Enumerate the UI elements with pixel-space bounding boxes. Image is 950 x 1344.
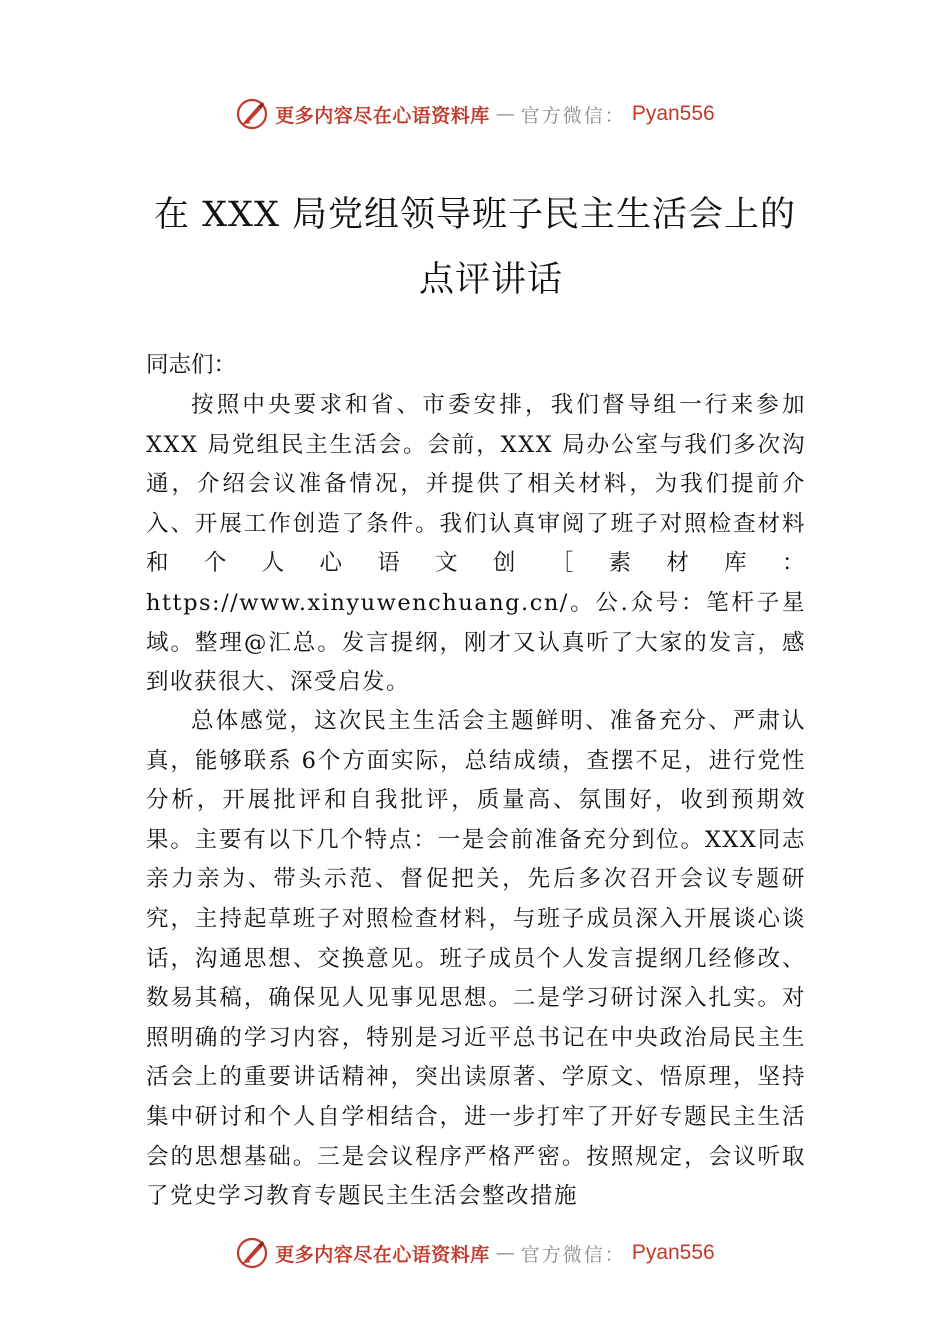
watermark-wechat-label: 官方微信：: [520, 104, 626, 127]
watermark-brand-text: 更多内容尽在心语资料库: [275, 1243, 490, 1266]
salutation: 同志们：: [146, 352, 237, 378]
watermark-wechat-id: Pyan556: [631, 1241, 715, 1264]
footer-watermark: [0, 1233, 950, 1273]
body-paragraph-2: 总体感觉，这次民主生活会主题鲜明、准备充分、严肃认真，能够联系 6个方面实际，总结成绩，查摆不足，进行党性分析，开展批评和自我批评，质量高、氛围好，收到预期效果。主要有以下几个特点：一是会前准备充分到位。XXX同志亲力亲为、带头示范、督促把关，先后多次召开会议专题研究，主持起草班子对照检查材料，与班子成员深入开展谈心谈话，沟通思想、交换意见。班子成员个人发言提纲几经修改、数易其稿，确保见人见事见思想。二是学习研讨深入扎实。对照明确的学习内容，特别是习近平总书记在中央政治局民主生活会上的重要讲话精神，突出读原著、学原文、悟原理，坚持集中研讨和个人自学相结合，进一步打牢了开好专题民主生活会的思想基础。三是会议程序严格严密。按照规定，会议听取了党史学习教育专题民主生活会整改措施: [146, 708, 806, 1210]
watermark-dash: —: [495, 1242, 515, 1264]
watermark-wechat-label: 官方微信：: [520, 1243, 626, 1266]
document-title-line-2: 点评讲话: [418, 260, 563, 300]
quill-logo-icon: [235, 97, 269, 131]
document-title-line-1: 在 XXX 局党组领导班子民主生活会上的: [153, 195, 796, 235]
header-watermark: [0, 94, 950, 134]
quill-logo-icon: [235, 1236, 269, 1270]
watermark-dash: —: [495, 103, 515, 125]
body-paragraph-1: 按照中央要求和省、市委安排，我们督导组一行来参加XXX 局党组民主生活会。会前，XXX 局办公室与我们多次沟通，介绍会议准备情况，并提供了相关材料，为我们提前介入、开展工作创造了条件。我们认真审阅了班子对照检查材料和个人心语文创［素材库：https://www.xinyuwenchuang.cn/。公.众号：笔杆子星域。整理@汇总。发言提纲，刚才又认真听了大家的发言，感到收获很大、深受启发。: [146, 392, 806, 696]
watermark-brand-text: 更多内容尽在心语资料库: [275, 104, 490, 127]
watermark-wechat-id: Pyan556: [631, 102, 715, 125]
